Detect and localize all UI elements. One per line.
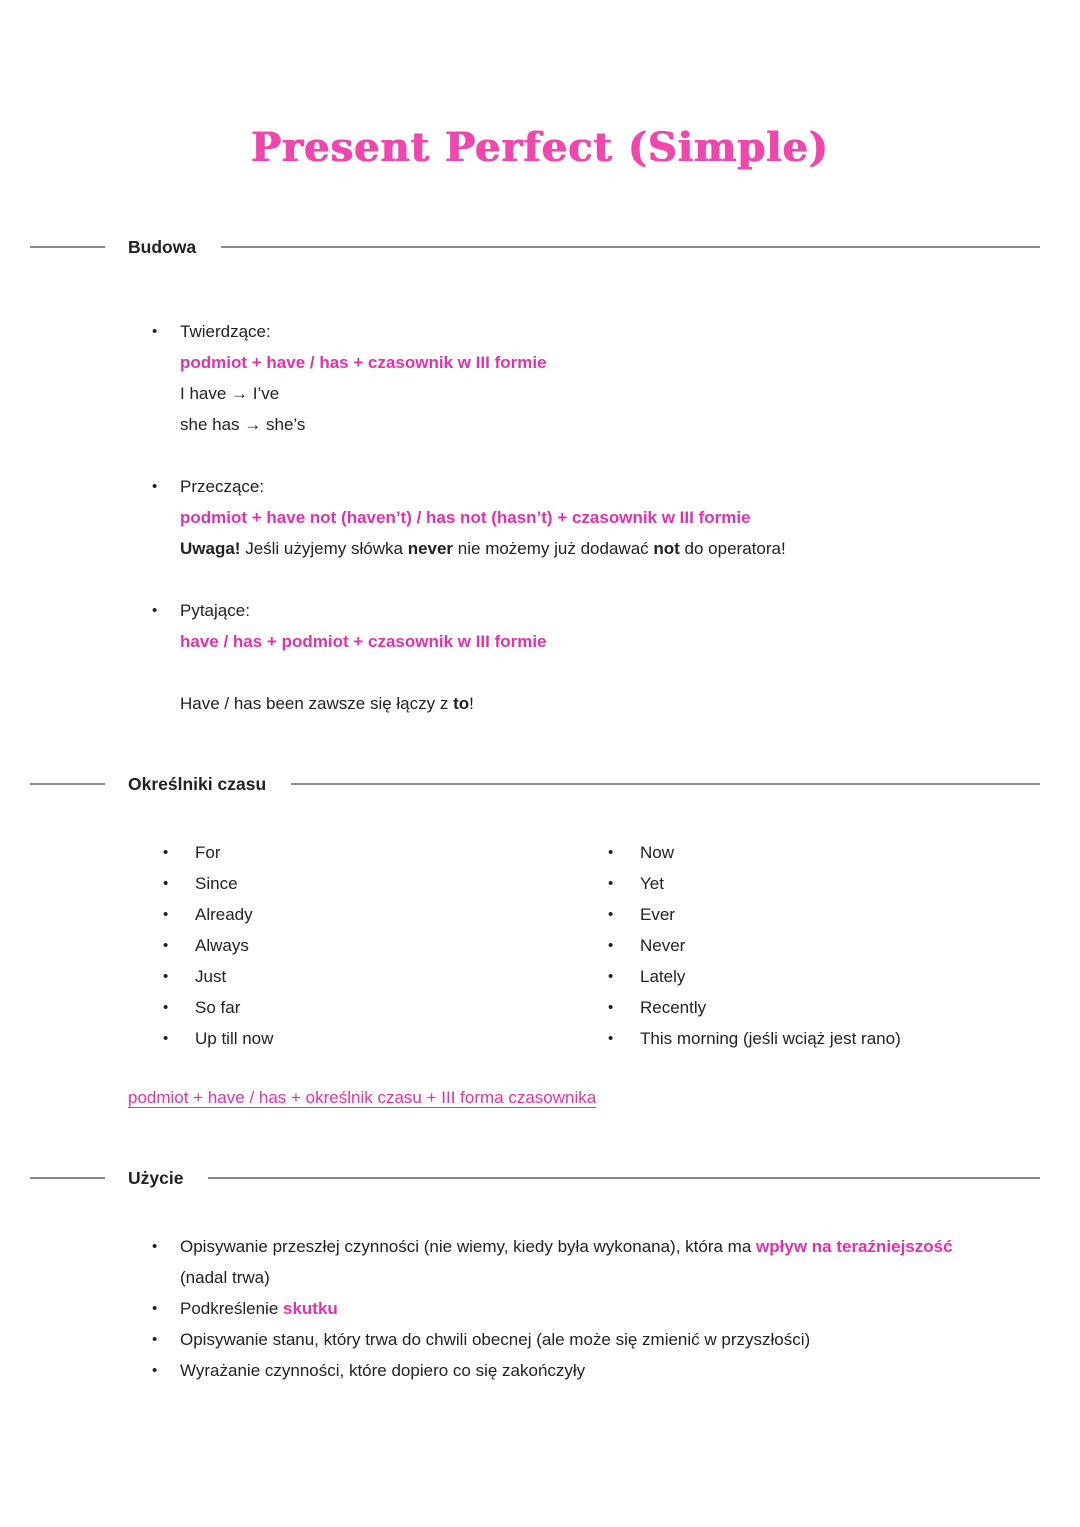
time-marker-item	[128, 837, 608, 868]
note-bold: Uwaga!	[180, 539, 241, 558]
time-marker-label: Always	[195, 936, 249, 955]
usage-text-part: Opisywanie przeszłej czynności (nie wiemy, kiedy była wykonana), która ma	[180, 1237, 757, 1256]
divider-line-short	[30, 246, 105, 248]
affirmative-formula: podmiot + have / has + czasownik w III formie	[180, 353, 547, 372]
bullet-icon: •	[152, 1300, 158, 1317]
section-header-okreslniki	[30, 771, 1040, 797]
note-text: do operatora!	[679, 539, 786, 558]
divider-line-short	[30, 783, 105, 785]
time-marker-lists	[128, 837, 1040, 1054]
bullet-icon: •	[608, 875, 614, 892]
bullet-icon: •	[152, 323, 158, 340]
negative-note	[180, 533, 1040, 564]
bullet-icon: •	[163, 1030, 169, 1047]
note-bold: not	[653, 539, 680, 558]
usage-bullet-4	[128, 1355, 1040, 1386]
time-marker-label: Lately	[640, 967, 686, 986]
time-marker-item	[128, 1023, 608, 1054]
time-marker-item	[128, 930, 608, 961]
time-marker-label: Already	[195, 905, 253, 924]
usage-text-part: (nadal trwa)	[180, 1268, 270, 1287]
interrogative-label: Pytające:	[180, 601, 250, 620]
time-marker-label: Ever	[640, 905, 675, 924]
time-marker-item	[608, 930, 901, 961]
bullet-icon: •	[152, 478, 158, 495]
bullet-icon: •	[163, 906, 169, 923]
section-heading-budowa: Budowa	[128, 237, 197, 257]
time-marker-label: Recently	[640, 998, 707, 1017]
usage-text	[180, 1231, 962, 1293]
time-marker-label: Never	[640, 936, 686, 955]
time-marker-label: This morning (jeśli wciąż jest rano)	[640, 1029, 901, 1048]
bullet-icon: •	[152, 602, 158, 619]
blank-line	[128, 657, 1040, 688]
bullet-icon: •	[608, 999, 614, 1016]
page-title: Present Perfect (Simple)	[251, 124, 829, 171]
time-marker-label: Just	[195, 967, 227, 986]
time-marker-list-left	[128, 837, 608, 1054]
time-marker-item	[128, 899, 608, 930]
interrogative-note	[180, 688, 1040, 719]
note-text: Have / has been zawsze się łączy z	[180, 694, 454, 713]
note-bold: to	[453, 694, 470, 713]
time-marker-label: So far	[195, 998, 241, 1017]
bullet-icon: •	[163, 968, 169, 985]
bullet-icon: •	[163, 844, 169, 861]
note-text: Jeśli użyjemy słówka	[240, 539, 408, 558]
section-heading-okreslniki: Określniki czasu	[128, 774, 267, 794]
time-marker-item	[128, 961, 608, 992]
note-text: nie możemy już dodawać	[453, 539, 654, 558]
okreslniki-content	[128, 837, 1040, 1113]
bullet-icon: •	[163, 999, 169, 1016]
usage-text: Wyrażanie czynności, które dopiero co się zakończyły	[180, 1361, 586, 1380]
section-header-uzycie	[30, 1165, 1040, 1191]
affirmative-example-2: she has → she’s	[180, 415, 306, 434]
usage-highlight: wpływ na teraźniejszość	[756, 1237, 953, 1256]
time-marker-label: Yet	[640, 874, 664, 893]
time-marker-item	[608, 837, 901, 868]
bullet-icon: •	[152, 1331, 158, 1348]
section-heading-uzycie: Użycie	[128, 1168, 184, 1188]
interrogative-formula: have / has + podmiot + czasownik w III formie	[180, 632, 547, 651]
bullet-row	[128, 471, 1040, 502]
divider-line-long	[291, 783, 1040, 785]
bullet-icon: •	[152, 1362, 158, 1379]
usage-text	[180, 1293, 338, 1324]
time-marker-item	[608, 961, 901, 992]
usage-bullet-2	[128, 1293, 1040, 1324]
bullet-icon: •	[163, 875, 169, 892]
time-marker-item	[608, 1023, 901, 1054]
time-marker-label: For	[195, 843, 221, 862]
interrogative-group	[128, 595, 1040, 719]
time-marker-item	[608, 992, 901, 1023]
bullet-icon: •	[608, 906, 614, 923]
bullet-row	[128, 595, 1040, 626]
negative-label: Przeczące:	[180, 477, 265, 496]
time-marker-item	[608, 868, 901, 899]
note-bold: never	[407, 539, 454, 558]
time-marker-item	[128, 868, 608, 899]
divider-line-long	[208, 1177, 1040, 1179]
divider-line-long	[221, 246, 1040, 248]
negative-group	[128, 471, 1040, 564]
bullet-icon: •	[608, 937, 614, 954]
budowa-content	[128, 316, 1040, 719]
bullet-icon: •	[608, 968, 614, 985]
usage-text-part: Podkreślenie	[180, 1299, 284, 1318]
affirmative-label: Twierdzące:	[180, 322, 271, 341]
time-marker-label: Now	[640, 843, 675, 862]
note-text: !	[469, 694, 474, 713]
bullet-icon: •	[608, 844, 614, 861]
usage-bullet-3	[128, 1324, 1040, 1355]
affirmative-group	[128, 316, 1040, 440]
bullet-row	[128, 316, 1040, 347]
summary-formula: podmiot + have / has + określnik czasu + III forma czasownika	[128, 1088, 597, 1107]
bullet-icon: •	[608, 1030, 614, 1047]
time-marker-label: Up till now	[195, 1029, 274, 1048]
time-marker-label: Since	[195, 874, 238, 893]
affirmative-example-1: I have → I’ve	[180, 384, 280, 403]
bullet-icon: •	[163, 937, 169, 954]
uzycie-content	[128, 1231, 1040, 1386]
time-marker-item	[608, 899, 901, 930]
section-header-budowa	[30, 234, 1040, 260]
time-marker-list-right	[608, 837, 901, 1054]
time-marker-item	[128, 992, 608, 1023]
negative-formula: podmiot + have not (haven’t) / has not (hasn’t) + czasownik w III formie	[180, 508, 751, 527]
usage-highlight: skutku	[283, 1299, 338, 1318]
usage-bullet-1	[128, 1231, 1040, 1293]
bullet-icon: •	[152, 1238, 158, 1255]
usage-text: Opisywanie stanu, który trwa do chwili obecnej (ale może się zmienić w przyszłości)	[180, 1330, 811, 1349]
divider-line-short	[30, 1177, 105, 1179]
